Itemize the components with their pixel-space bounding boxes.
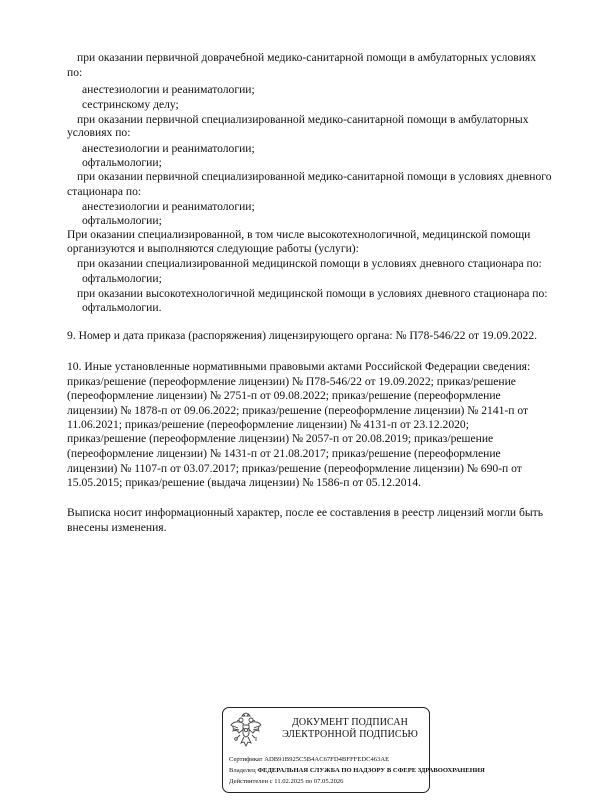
text-line: приказ/решение (переоформление лицензии) № 2057-п от 20.08.2019; приказ/решение [67, 432, 494, 445]
stamp-validity: Действителен с 11.02.2025 по 07.05.2026 [229, 778, 344, 785]
text-line: приказ/решение (переоформление лицензии) № П78-546/22 от 19.09.2022; приказ/решение [67, 375, 516, 388]
owner-value: ФЕДЕРАЛЬНАЯ СЛУЖБА ПО НАДЗОРУ В СФЕРЕ ЗДРАВООХРАНЕНИЯ [257, 767, 485, 774]
stamp-title-line-1: ДОКУМЕНТ ПОДПИСАН [292, 717, 408, 728]
section-9-text: 9. Номер и дата приказа (распоряжения) лицензирующего органа: № П78-546/22 от 19.09.2022. [67, 329, 538, 342]
section-10-heading: 10. Иные установленные нормативными правовыми актами Российской Федерации сведения: [67, 360, 531, 373]
text-line: анестезиологии и реаниматологии; [82, 83, 255, 96]
stamp-title [275, 717, 425, 741]
disclaimer-text: внесены изменения. [67, 521, 167, 534]
text-line: при оказании первичной специализированной медико-санитарной помощи в условиях дневного [77, 170, 552, 183]
text-line: по: [67, 66, 83, 79]
text-line: При оказании специализированной, в том числе высокотехнологичной, медицинской помощи [67, 228, 531, 241]
stamp-title-line-2: ЭЛЕКТРОННОЙ ПОДПИСЬЮ [282, 729, 418, 740]
double-headed-eagle-emblem-icon [229, 713, 263, 751]
text-line: 15.05.2015; приказ/решение (выдача лицензии) № 1586-п от 05.12.2014. [67, 476, 422, 489]
text-line: стационара по: [67, 185, 142, 198]
disclaimer-text: Выписка носит информационный характер, после ее составления в реестр лицензий могли быть [67, 506, 543, 519]
text-line: офтальмологии; [82, 156, 162, 169]
text-line: 11.06.2021; приказ/решение (переоформление лицензии) № 4131-п от 23.12.2020; [67, 418, 469, 431]
electronic-signature-stamp [222, 707, 485, 793]
text-line: сестринскому делу; [82, 98, 179, 111]
text-line: при оказании специализированной медицинской помощи в условиях дневного стационара по: [77, 257, 542, 270]
text-line: (переоформление лицензии) № 1431-п от 21.08.2017; приказ/решение (переоформление [67, 447, 501, 460]
text-line: офтальмологии; [82, 272, 162, 285]
text-line: при оказании первичной специализированной медико-санитарной помощи в амбулаторных [77, 113, 529, 126]
text-line: анестезиологии и реаниматологии; [82, 200, 255, 213]
text-line: офтальмологии; [82, 214, 162, 227]
text-line: анестезиологии и реаниматологии; [82, 142, 255, 155]
stamp-owner [229, 767, 485, 775]
text-line: при оказании первичной доврачебной медико-санитарной помощи в амбулаторных условиях [77, 51, 537, 64]
text-line: при оказании высокотехнологичной медицинской помощи в условиях дневного стационара по: [77, 287, 548, 300]
owner-label: Владелец [229, 767, 256, 774]
stamp-certificate [229, 756, 389, 764]
text-line: условиях по: [67, 126, 131, 139]
text-line: офтальмологии. [82, 301, 162, 314]
text-line: лицензии) № 1107-п от 03.07.2017; приказ/решение (переоформление лицензии) № 690-п от [67, 462, 522, 475]
certificate-label: Сертификат [229, 756, 263, 763]
text-line: (переоформление лицензии) № 2751-п от 09.08.2022; приказ/решение (переоформление [67, 389, 501, 402]
text-line: лицензии) № 1878-п от 09.06.2022; приказ/решение (переоформление лицензии) № 2141-п от [67, 404, 529, 417]
text-line: организуются и выполняются следующие работы (услуги): [67, 242, 359, 255]
certificate-value: ADB91B925C5B4AC67FD4BFFFEDC463AE [264, 756, 390, 763]
